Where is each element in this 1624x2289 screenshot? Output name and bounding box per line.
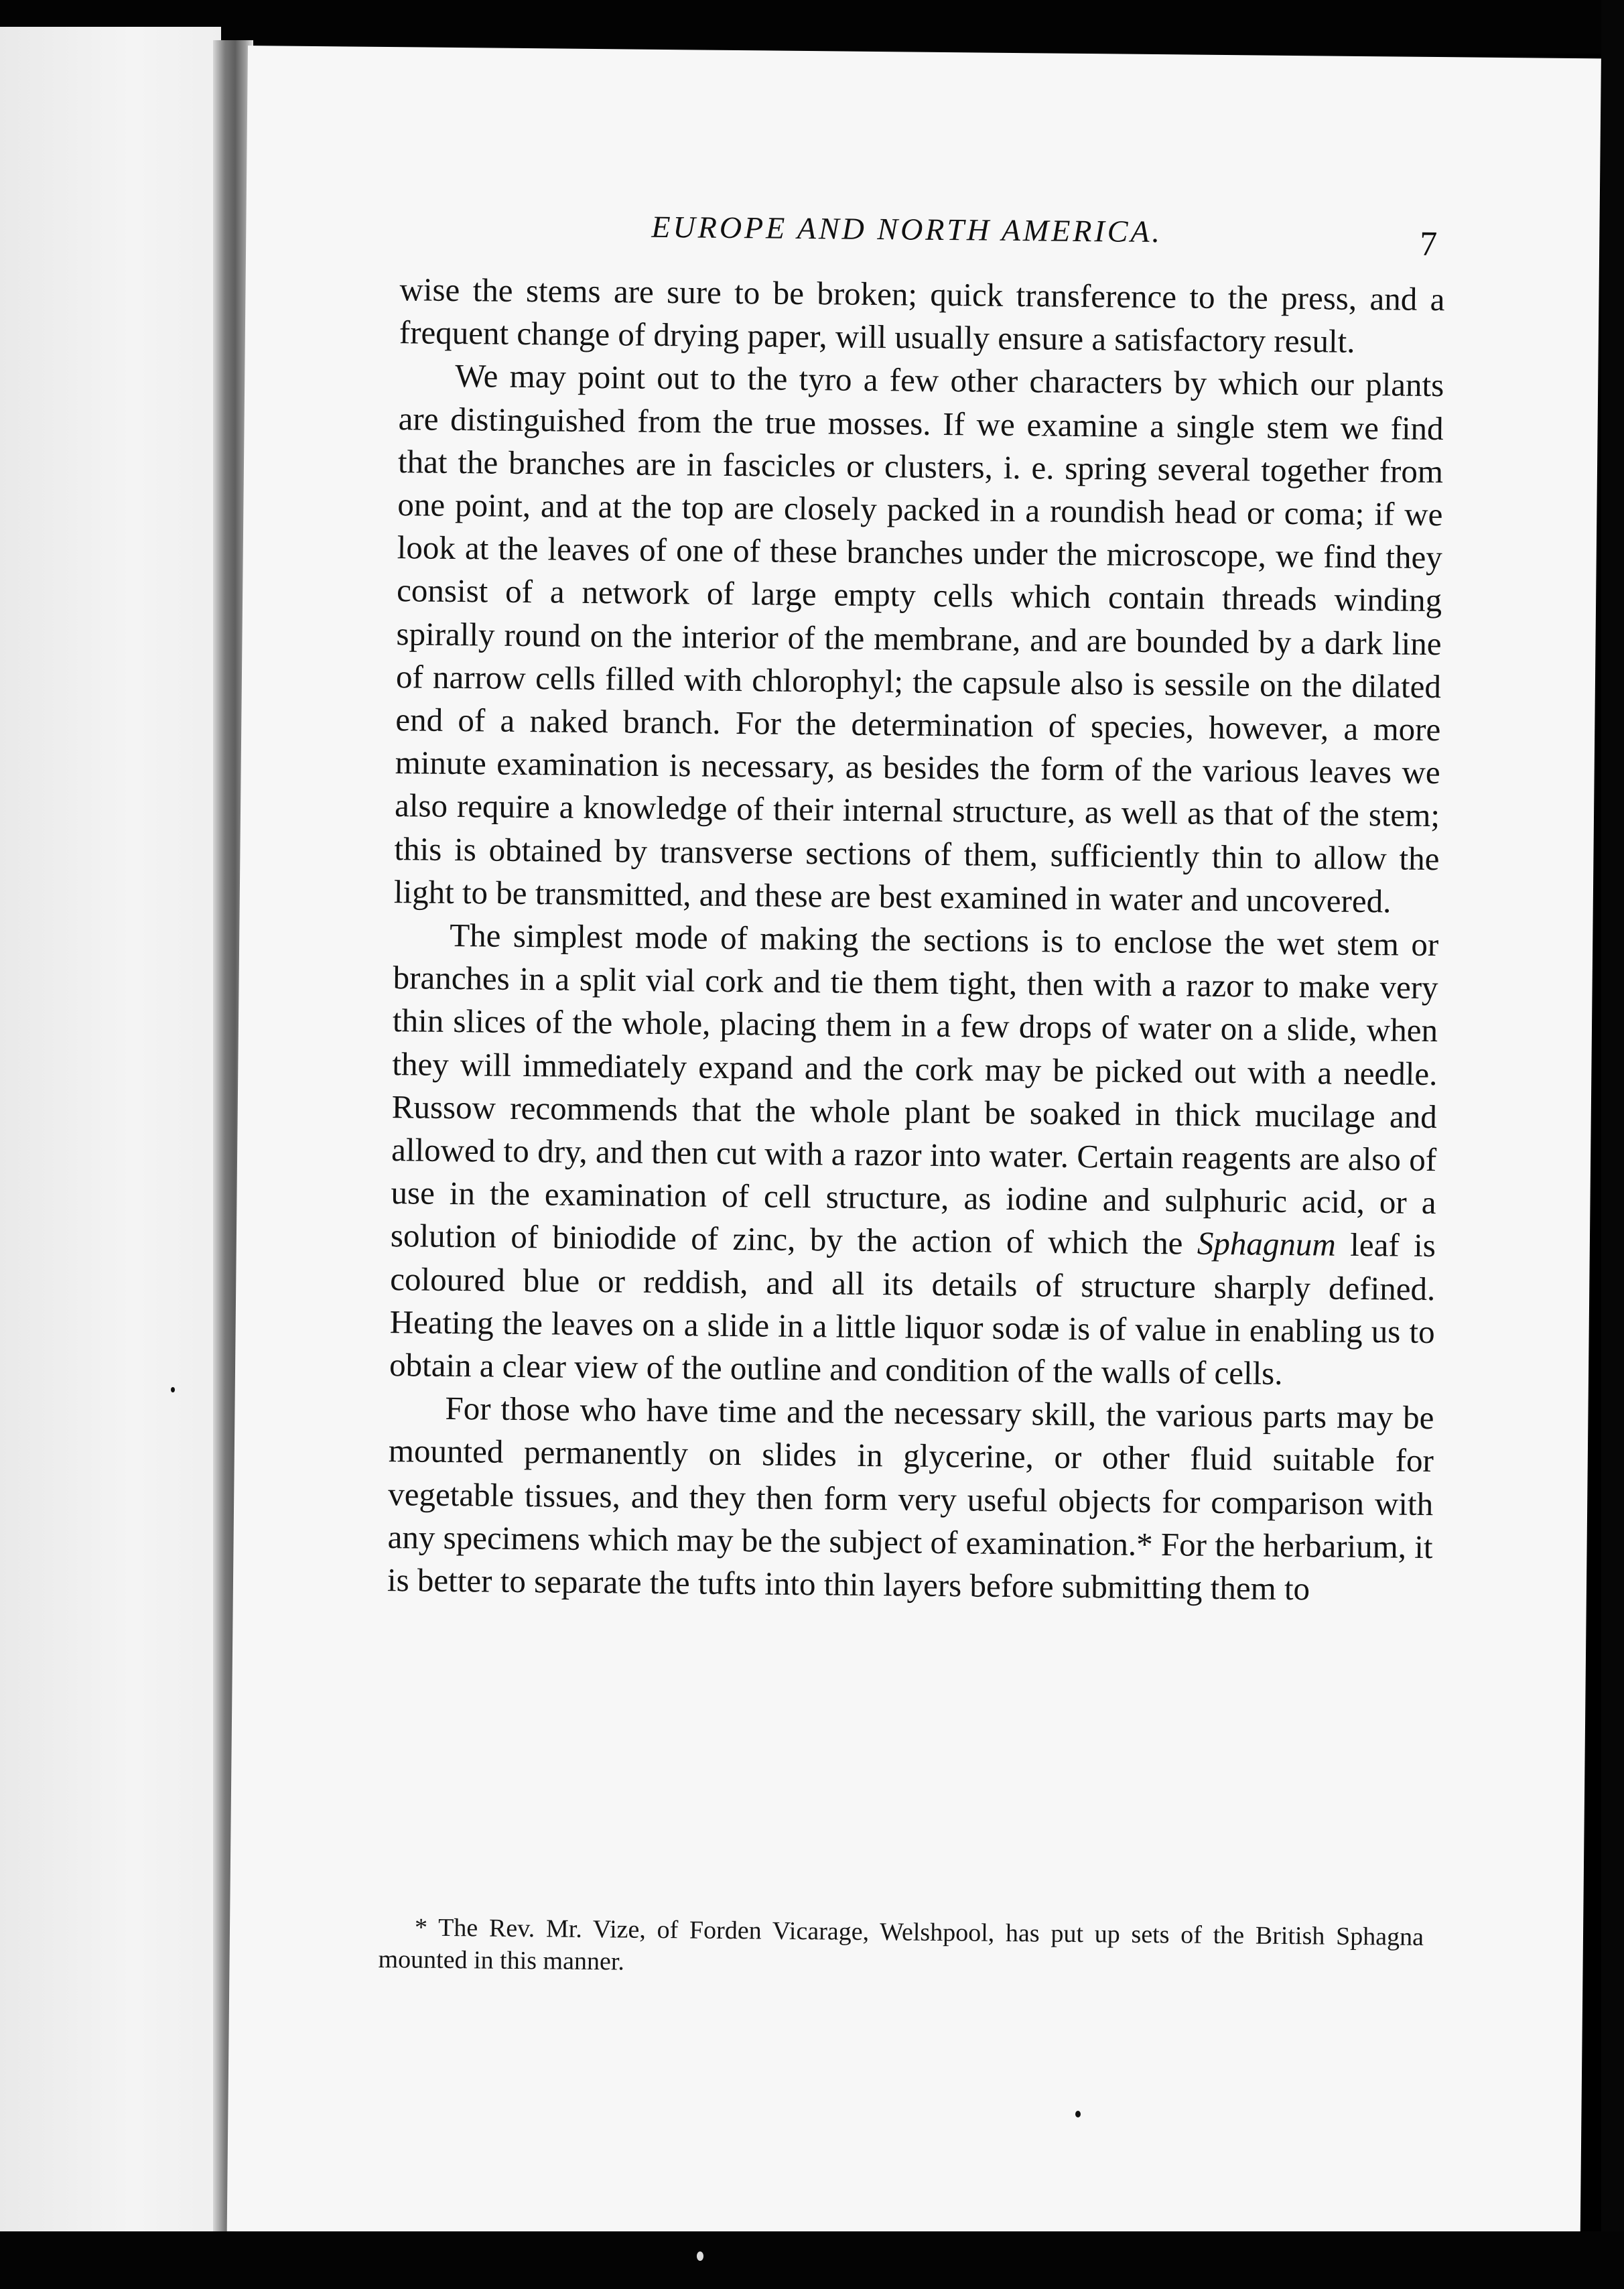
sphagnum-italic: Sphagnum [1197,1225,1337,1264]
scan-speck [171,1387,175,1392]
paragraph-1: wise the stems are sure to be broken; quick transference to the press, and a frequent change of drying paper, will usually ensure a satisfactory result. [399,271,1445,361]
paragraph-3-text-a: The simplest mode of making the sections is to enclose the wet stem or branches in a split vial cork and tie them tight, then with a razor to make very thin slices of the whole, placing them in a few drops of water on a slide, when they will immediately expand and the cork may be picked out with a needle. Russow recommends that the whole plant be soaked in thick mucilage and allowed to dry, and then cut with a razor into water. Certain reagents are also of use in the examination of cell structure, as iodine and sulphuric acid, or a solution of biniodide of zinc, by the action of which the [390,917,1439,1262]
paragraph-4: For those who have time and the necessary skill, the various parts may be mounted permanently on slides in glycerine, or other fluid suitable for vegetable tissues, and they then form very useful objects for comparison with any specimens which may be the subject of examination.* For the herbarium, it is better to separate the tufts into thin layers before submitting them to [387,1390,1434,1608]
page-number: 7 [1419,224,1438,264]
footnote [378,1911,1424,1985]
paragraph-3 [389,913,1439,1396]
footnote-text: * The Rev. Mr. Vize, of Forden Vicarage, Welshpool, has put up sets of the British Sphagna mounted in this manner. [378,1913,1424,1976]
book-page [227,46,1601,2244]
paragraph-2: We may point out to the tyro a few other characters by which our plants are distinguished from the true mosses. If we examine a single stem we find that the branches are in fascicles or clusters, i. e. spring several together from one point, and at the top are closely packed in a roundish head or coma; if we look at the leaves of one of these branches under the microscope, we find they consist of a network of large empty cells which contain threads winding spirally round on the interior of the membrane, and are bounded by a dark line of narrow cells filled with chlorophyl; the capsule also is sessile on the dilated end of a naked branch. For the determination of species, however, a more minute examination is necessary, as besides the form of the various leaves we also require a knowledge of their internal structure, as well as that of the stem; this is obtained by transverse sections of them, sufficiently thin to allow the light to be transmitted, and these are best examined in water and uncovered. [393,357,1444,920]
scan-border-right [1601,0,1624,2289]
scan-speck [1075,2111,1081,2117]
paragraph-3-text-b: leaf is coloured blue or reddish, and all its details of structure sharply defined. Heating the leaves on a slide in a little liquor sodæ is of value in enabling us to obtain a clear view of the outline and condition of the walls of cells. [389,1226,1436,1392]
scan-border-bottom [0,2231,1624,2289]
running-head: EUROPE AND NORTH AMERICA. [651,209,1163,249]
facing-page-edge [0,27,221,2238]
scan-speck [697,2251,703,2261]
body-text [387,268,1445,1612]
